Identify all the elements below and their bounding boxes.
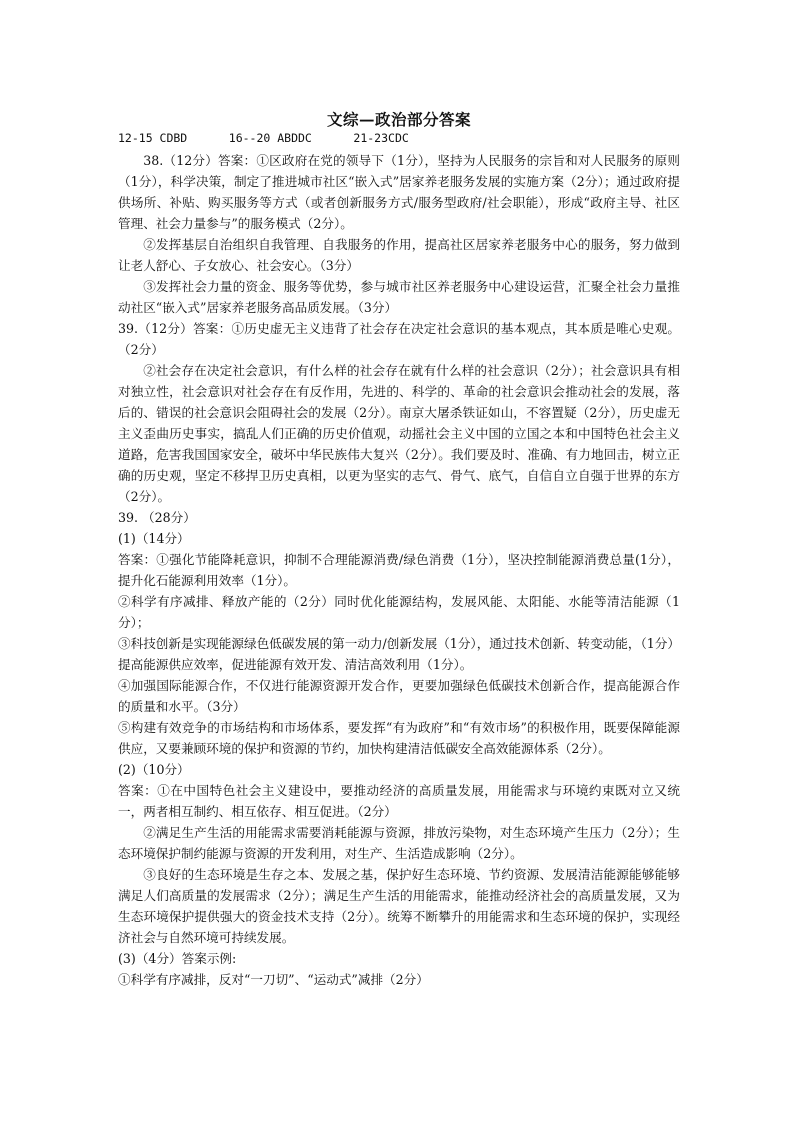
- q39-energy-heading: 39. （28分）: [118, 510, 196, 525]
- answer-document: [118, 110, 680, 990]
- q39-history-paragraph-2: ②社会存在决定社会意识，有什么样的社会存在就有什么样的社会意识（2分）；社会意识具有相对独立性，社会意识对社会存在有反作用，先进的、科学的、革命的社会意识会推动社会的发展，落后的、错误的社会意识会阻碍社会的发展（2分）。南京大屠杀铁证如山，不容置疑（2分），历史虚无主义歪曲历史事实，搞乱人们正确的历史价值观，动摇社会主义中国的立国之本和中国特色社会主义道路，危害我国国家安全，破坏中华民族伟大复兴（2分）。我们要及时、准确、有力地回击，树立正确的历史观，坚定不移捍卫历史真相，以更为坚实的志气、骨气、底气，自信自立自强于世界的东方（2分）。: [118, 363, 680, 504]
- part2-paragraph-1: 答案：①在中国特色社会主义建设中，要推动经济的高质量发展，用能需求与环境约束既对立又统一，两者相互制约、相互依存、相互促进。（2分）: [118, 783, 680, 819]
- part1-paragraph-2: ②科学有序减排、释放产能的（2分）同时优化能源结构，发展风能、太阳能、水能等清洁能源（1分）；: [118, 594, 680, 630]
- part1-paragraph-3: ③科技创新是实现能源绿色低碳发展的第一动力/创新发展（1分），通过技术创新、转变动能，（1分）提高能源供应效率，促进能源有效开发、清洁高效利用（1分）。: [118, 636, 680, 672]
- part2-paragraph-2: ②满足生产生活的用能需求需要消耗能源与资源，排放污染物，对生态环境产生压力（2分）；生态环境保护制约能源与资源的开发利用，对生产、生活造成影响（2分）。: [118, 825, 680, 861]
- q39-history-paragraph-1: 39.（12分）答案：①历史虚无主义违背了社会存在决定社会意识的基本观点，其本质是唯心史观。（2分）: [118, 321, 680, 357]
- part1-paragraph-5: ⑤构建有效竞争的市场结构和市场体系，要发挥“有为政府”和“有效市场”的积极作用，既要保障能源供应，又要兼顾环境的保护和资源的节约，加快构建清洁低碳安全高效能源体系（2分）。: [118, 720, 680, 756]
- part2-heading: (2)（10分）: [118, 762, 190, 777]
- part3-paragraph-1: ①科学有序减排，反对“一刀切”、“运动式”减排（2分）: [118, 972, 429, 987]
- part1-heading: (1)（14分）: [118, 531, 190, 546]
- q38-paragraph-1: 38.（12分）答案：①区政府在党的领导下（1分），坚持为人民服务的宗旨和对人民服务的原则（1分），科学决策，制定了推进城市社区“嵌入式”居家养老服务发展的实施方案（2分）；通过政府提供场所、补贴、购买服务等方式（或者创新服务方式/服务型政府/社会职能），形成“政府主导、社区管理、社会力量参与”的服务模式（2分）。: [118, 153, 680, 231]
- part2-paragraph-3: ③良好的生态环境是生存之本、发展之基，保护好生态环境、节约资源、发展清洁能源能够能够满足人们高质量的发展需求（2分）；满足生产生活的用能需求，能推动经济社会的高质量发展，又为生态环境保护提供强大的资金技术支持（2分）。统筹不断攀升的用能需求和生态环境的保护，实现经济社会与自然环境可持续发展。: [118, 867, 680, 945]
- multiple-choice-answers: 12-15 CDBD 16--20 ABDDC 21-23CDC: [118, 131, 409, 145]
- q38-paragraph-2: ②发挥基层自治组织自我管理、自我服务的作用，提高社区居家养老服务中心的服务，努力做到让老人舒心、子女放心、社会安心。（3分）: [118, 237, 680, 273]
- part3-heading: (3)（4分）答案示例:: [118, 951, 237, 966]
- q38-paragraph-3: ③发挥社会力量的资金、服务等优势，参与城市社区养老服务中心建设运营，汇聚全社会力量推动社区“嵌入式”居家养老服务高品质发展。（3分）: [118, 279, 680, 315]
- document-title: 文综—政治部分答案: [326, 110, 471, 129]
- part1-paragraph-4: ④加强国际能源合作，不仅进行能源资源开发合作，更要加强绿色低碳技术创新合作，提高能源合作的质量和水平。（3分）: [118, 678, 680, 714]
- part1-paragraph-1: 答案：①强化节能降耗意识，抑制不合理能源消费/绿色消费（1分），坚决控制能源消费总量(1分），提升化石能源利用效率（1分）。: [118, 552, 680, 588]
